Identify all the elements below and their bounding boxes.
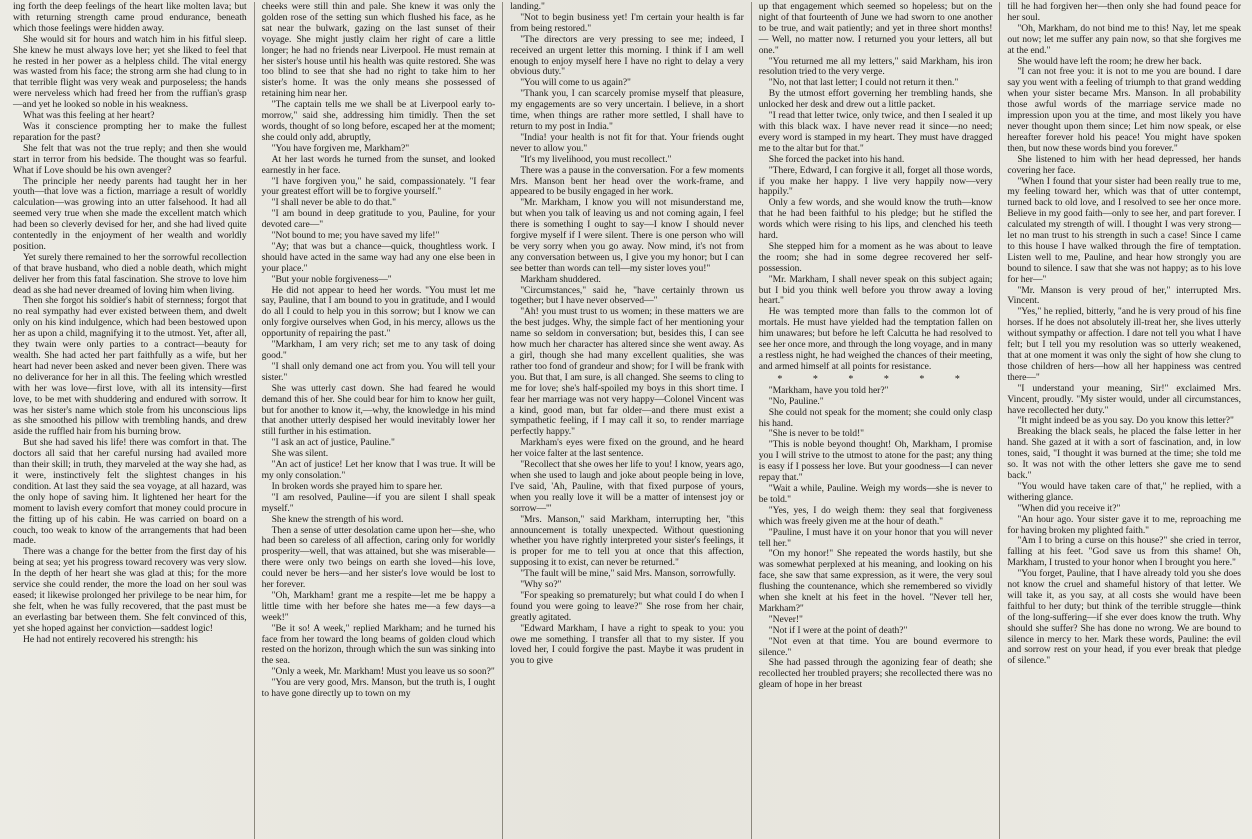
paragraph: "Only a week, Mr. Markham! Must you leave us so soon?" (271, 666, 495, 678)
paragraph: "Yes," he replied, bitterly, "and he is very proud of his fine horses. If he does not absolutely ill-treat her, she lives utterly without sympathy or affection. I dare not tell you what I have felt; but I tell you my resolution was so utterly weakened, that at one moment it was only the sight of how she clung to those children of hers—how all her happiness was centred there—" (1007, 306, 1241, 383)
paragraph: But she had saved his life! there was comfort in that. The doctors all said that her careful nursing had availed more than their skill; in truth, they marveled at the way she had, as it were, instinctively felt the slightest changes in his condition. At last they said the sea voyage, at all hazard, was the only hope of saving him. It lightened her heart for the moment to lavish every comfort that money could procure in the fitting up of his cabin. He was carried on board on a couch, too weak to know of the arrangements that had been made. (13, 437, 247, 547)
paragraph: "I shall only demand one act from you. You will tell your sister." (261, 360, 496, 383)
paragraph: "Not bound to me; you have saved my life!" (271, 230, 440, 242)
paragraph: "Never!" (768, 613, 803, 625)
paragraph: "The captain tells me we shall be at Liverpool early to-morrow," said she, addressing him timidly. Then the set words, thought of so long before, escaped her at the moment; she could only add, abruptly, (261, 99, 496, 143)
paragraph: "Ay; that was but a chance—quick, thoughtless work. I should have acted in the same way had any one else been in your place." (261, 240, 496, 274)
paragraph: He did not appear to heed her words. "You must let me say, Pauline, that I am bound to you in gratitude, and I would do all I could to help you in this sorrow; but I know we can only forgive ourselves when God, in his mercy, allows us the opportunity of repairing the past." (261, 284, 496, 340)
paragraph: "Not even at that time. You are bound evermore to silence." (758, 635, 993, 658)
paragraph: "You would have taken care of that," he replied, with a withering glance. (1007, 480, 1241, 503)
paragraph: "It's my livelihood, you must recollect." (520, 153, 672, 165)
paragraph: "I shall never be able to do that." (271, 197, 396, 209)
paragraph: "You will come to us again?" (520, 77, 631, 89)
paragraph: Only a few words, and she would know the truth—know that he had been faithful to his pledge; but he stifled the words which were rising to his lips, and clenched his teeth hard. (758, 197, 993, 242)
paragraph: In broken words she prayed him to spare her. (271, 480, 443, 492)
paragraph: "You have forgiven me, Markham?" (271, 142, 410, 154)
paragraph: "Mr. Markham, I shall never speak on this subject again; but I bid you think well before you throw away a loving heart." (758, 273, 993, 307)
paragraph: "Am I to bring a curse on this house?" she cried in terror, falling at his feet. "God save us from this shame! Oh, Markham, I trusted to your honor when I brought you here." (1007, 535, 1241, 569)
paragraph: "Oh, Markham, do not bind me to this! Nay, let me speak out now; let me suffer any pain now, so that she forgives me at the end." (1007, 22, 1241, 56)
section-break: * * * * * * (777, 373, 974, 385)
paragraph: "Pauline, I must have it on your honor that you will never tell her." (758, 526, 993, 549)
paragraph: "You are very good, Mrs. Manson, but the truth is, I ought to have gone directly up to town on my (261, 677, 496, 700)
paragraph: By the utmost effort governing her trembling hands, she unlocked her desk and drew out a little packet. (758, 88, 993, 111)
paragraph: She could not speak for the moment; she could only clasp his hand. (758, 406, 993, 429)
paragraph: "I read that letter twice, only twice, and then I sealed it up with this black wax. I have never read it since—no need; every word is stamped in my heart. They must have dragged me to the altar but for that." (758, 110, 993, 154)
paragraph: "Circumstances," said he, "have certainly thrown us together; but I have never observed—" (510, 284, 744, 307)
paragraph: What was this feeling at her heart? (23, 110, 155, 122)
paragraph: "Wait a while, Pauline. Weigh my words—she is never to be told." (758, 482, 993, 505)
paragraph: "Thank you, I can scarcely promise myself that pleasure, my engagements are so very uncertain. I believe, in a short time, when things are rather more settled, I shall have to return to my post in India." (510, 88, 744, 132)
paragraph: She was utterly cast down. She had feared he would demand this of her. She could bear for him to know her guilt, but for another to know it,—why, the knowledge in his mind that another utterly despised her would inevitably lower her still further in his estimation. (261, 382, 496, 438)
paragraph: "Markham, I am very rich; set me to any task of doing good." (261, 339, 496, 361)
paragraph: "Not to begin business yet! I'm certain your health is far from being restored." (510, 11, 744, 34)
paragraph: "You returned me all my letters," said Markham, his iron resolution tried to the very verge. (758, 55, 993, 78)
paragraph: "Be it so! A week," replied Markham; and he turned his face from her toward the long beams of golden cloud which rested on the horizon, through which the sun was sinking into the sea. (261, 622, 496, 667)
paragraph: cheeks were still thin and pale. She knew it was only the golden rose of the setting sun which flushed his face, as he sat near the bulwark, gazing on the last sunset of their voyage. She might justly claim her right of care a little longer; he had no friends near Liverpool. He must remain at her sister's house until his health was quite restored. She was too blind to see that she had no right to take him to her sister's home. It was the only means she possessed of retaining him near her. (261, 2, 496, 100)
paragraph: "Yes, yes, I do weigh them: they seal that forgiveness which was freely given me at the hour of death." (758, 504, 993, 527)
paragraph: "On my honor!" She repeated the words hastily, but she was somewhat perplexed at his meaning, and looking on his face, she saw that same expression, as it were, the very soul flushing the countenance, which she remembered so vividly when she knelt at his feet in the hovel. "Never tell her, Markham?" (758, 548, 993, 614)
paragraph: "Mr. Manson is very proud of her," interrupted Mrs. Vincent. (1007, 284, 1241, 307)
paragraph: She forced the packet into his hand. (768, 153, 905, 165)
paragraph: Breaking the black seals, he placed the false letter in her hand. She gazed at it with a sort of fascination, and, in low tones, said, "I thought it was burned at the time; she told me so. It was not with the other letters she gave me to send back." (1007, 426, 1241, 481)
paragraph: "India! your health is not fit for that. Your friends ought never to allow you." (510, 131, 744, 154)
text-column-2 (255, 2, 504, 839)
paragraph: "I am bound in deep gratitude to you, Pauline, for your devoted care—" (261, 208, 496, 231)
paragraph: "There, Edward, I can forgive it all, forget all those words, if you make her happy. I live very happily now—very happily." (758, 164, 993, 198)
paragraph: She knew the strength of his word. (271, 513, 404, 525)
paragraph: "Edward Markham, I have a right to speak to you: you owe me something. I transfer all that to my sister. If you loved her, I could forgive the past. Maybe it was prudent in you to give (510, 622, 744, 667)
paragraph: Markham shuddered. (520, 273, 601, 285)
paragraph: The principle her needy parents had taught her in her youth—that love was a fiction, marriage a result of worldly calculation—was growing into an utter falsehood. It had all seemed very true when she made the excellent match which had been so cleverly devised for her, and she had lived quite contentedly in the enjoyment of her wealth and worldly position. (13, 175, 247, 252)
paragraph: She felt that was not the true reply; and then she would start in terror from his bedside. The thought was so fearful. What if Love should be his own avenger? (13, 142, 247, 176)
paragraph: She stepped him for a moment as he was about to leave the room; she had in some degree recovered her self-possession. (758, 240, 993, 274)
paragraph: At her last words he turned from the sunset, and looked earnestly in her face. (261, 153, 496, 176)
paragraph: She listened to him with her head depressed, her hands covering her face. (1007, 153, 1241, 176)
paragraph: She had passed through the agonizing fear of death; she recollected her troubled prayers; she recollected there was no gleam of hope in her breast (758, 657, 993, 691)
paragraph: till he had forgiven her—then only she had found peace for her soul. (1007, 2, 1241, 23)
paragraph: "Recollect that she owes her life to you! I know, years ago, when she used to laugh and joke about people being in love, I've said, 'Ah, Pauline, with that fixed purpose of yours, when you really love it will be a matter of intensest joy or sorrow—'" (510, 459, 744, 514)
paragraph: landing." (510, 2, 545, 12)
paragraph: Then a sense of utter desolation came upon her—she, who had been so careless of all affection, caring only for worldly prosperity—well, that was attained, but she was miserable—there were only two beings on earth she loved—his love, could never be hers—and her sister's love would be lost to her forever. (261, 524, 496, 591)
paragraph: "The fault will be mine," said Mrs. Manson, sorrowfully. (520, 568, 736, 580)
paragraph: "No, Pauline." (768, 395, 824, 407)
text-column-1 (6, 2, 255, 839)
paragraph: "When I found that your sister had been really true to me, my feeling toward her, which was that of utter contempt, turned back to old love, and I resolved to see her once more. Believe in my good faith—only to see her, and part forever. I calculated my strength of will. I thought I was very strong—let no man trust to his strength in such a case! Since I came to this house I have walked through the fire of temptation. Listen well to me, Pauline, and hear how strongly you are bound to silence. I saw that she was not happy; as to his love for her—" (1007, 175, 1241, 285)
paragraph: "Why so?" (520, 579, 562, 591)
paragraph: "But your noble forgiveness—" (271, 273, 392, 285)
paragraph: She would sit for hours and watch him in his fitful sleep. She knew he must always love her; yet she liked to feel that he rested in her power as a helpless child. The vital energy was wasted from his face; the strong arm she had clung to in that terrible flight was very weak and purposeless; the hands were nerveless which had freed her from the ruffian's grasp—and yet he looked so noble in his weakness. (13, 33, 247, 111)
paragraph: "Ah! you must trust to us women; in these matters we are the best judges. Why, the simple fact of her mentioning your name so seldom in conversation; but, besides this, I can see how much her character has altered since she went away. As a girl, though she had many excellent qualities, she was rather too fond of grandeur and show; for I will be frank with you. But that, I am sure, is all changed. She seems to cling to me for love; she's half-spoiled my boys in this short time. I fear her marriage was not very happy—Colonel Vincent was a kind, good man, but far older—and there must exist a sympathetic feeling, if I may call it so, to render marriage perfectly happy." (510, 306, 744, 438)
paragraph: "No, not that last letter; I could not return it then." (768, 77, 959, 89)
paragraph: "She is never to be told!" (768, 428, 865, 440)
paragraph: "You forget, Pauline, that I have already told you she does not know the cruel and shameful history of that letter. We will take it, as you say, at all costs she would have been faithful to her duty; but think of the terrible struggle—think of the long-suffering—if she ever does know the truth. Why should she suffer? She has done no wrong. We are bound to silence in mercy to her. Mark these words, Pauline: the evil and sorrow rest on your head, if you ever break that pledge of silence." (1007, 568, 1241, 667)
paragraph: "Oh, Markham! grant me a respite—let me be happy a little time with her before she hates me—a few days—a week!" (261, 589, 496, 623)
paragraph: "This is noble beyond thought! Oh, Markham, I promise you I will strive to the utmost to atone for the past; any thing is easy if I possess her love. But your goodness—I can never repay that." (758, 439, 993, 484)
paragraph: "I am resolved, Pauline—if you are silent I shall speak myself." (261, 491, 496, 514)
paragraph: "An hour ago. Your sister gave it to me, reproaching me for having broken my plighted faith." (1007, 513, 1241, 536)
paragraph: "I ask an act of justice, Pauline." (271, 437, 395, 449)
paragraph: Was it conscience prompting her to make the fullest reparation for the past? (13, 120, 247, 143)
paragraph: She would have left the room; he drew her back. (1017, 55, 1202, 67)
paragraph: up that engagement which seemed so hopeless; but on the night of that fourteenth of June we had sworn to one another to be true, and wait patiently; and yet in three short months!— Well, no matter now. I returned you your letters, all but one." (758, 2, 993, 56)
paragraph: He was tempted more than falls to the common lot of mortals. He must have yielded had the temptation fallen on him unawares; but before he left Calcutta he had resolved to see her once more, and through the long voyage, and in many a restless night, he had weighed the chances of their meeting, and armed himself at all points for resistance. (758, 306, 993, 372)
paragraph: ing forth the deep feelings of the heart like molten lava; but with returning strength came proud endurance, beneath which those feelings were hidden away. (13, 2, 247, 34)
paragraph: "An act of justice! Let her know that I was true. It will be my only consolation." (261, 459, 496, 481)
paragraph: "I can not free you: it is not to me you are bound. I dare say you went with a feeling of triumph to that grand wedding when your sister became Mrs. Manson. In all probability those awful words of the marriage service made no impression upon you at the time, and most likely you have never thought upon them since; Let him now speak, or else hereafter forever hold his peace! You might have spoken then, but now these words bind you forever." (1007, 66, 1241, 154)
paragraph: "I understand your meaning, Sir!" exclaimed Mrs. Vincent, proudly. "My sister would, under all circumstances, have recollected her duty." (1007, 382, 1241, 416)
paragraph: "The directors are very pressing to see me; indeed, I received an urgent letter this morning. I think if I am well enough to enjoy myself here I have no right to delay a very obvious duty." (510, 33, 744, 78)
paragraph: "For speaking so prematurely; but what could I do when I found you were going to leave?" She rose from her chair, greatly agitated. (510, 589, 744, 623)
paragraph: Markham's eyes were fixed on the ground, and he heard her voice falter at the last sentence. (510, 437, 744, 460)
paragraph: He had not entirely recovered his strength: his (23, 633, 198, 645)
text-column-4 (752, 2, 1001, 839)
paragraph: Yet surely there remained to her the sorrowful recollection of that brave husband, who died a noble death, which might deliver her from this fatal fascination. She strove to love him dead as she had never dreamed of loving him when living. (13, 251, 247, 296)
paragraph: She was silent. (271, 448, 329, 460)
paragraph: Then she forgot his soldier's habit of sternness; forgot that no real sympathy had ever existed between them, and dwelt only on his kind indulgence, which had been bestowed upon her as upon a child, magnifying it to the utmost. Yet, after all, they twain were only parties to a contract—beauty for wealth. She had acted her part faithfully as a wife, but her heart had never been asked and never been given. There was no deliverance for her in all this. The feeling which wrestled with her was love—first love, with all its intensity—first love, to be met with shuddering and endured with sorrow. It was her sister's name which stole from his unconscious lips as she smoothed his pillow with trembling hands, and drew aside the ruffled hair from his burning brow. (13, 295, 247, 438)
paragraph: "It might indeed be as you say. Do you know this letter?" (1017, 415, 1234, 427)
paragraph: "I have forgiven you," he said, compassionately. "I fear your greatest effort will be to forgive yourself." (261, 175, 496, 198)
text-column-5 (1000, 2, 1248, 839)
paragraph: "When did you receive it?" (1017, 502, 1121, 514)
paragraph: "Markham, have you told her?" (768, 384, 889, 396)
paragraph: "Not if I were at the point of death?" (768, 624, 908, 636)
paragraph: "Mr. Markham, I know you will not misunderstand me, but when you talk of leaving us and not coming again, I feel there is something I ought to say—I know I should never forgive myself if I were silent. There is one person who will be very sorry when you go away. Now mind, it's not from any conversation between us, I give you my honor; but I can see better than words can tell—my sister loves you!" (510, 197, 744, 274)
paragraph: There was a pause in the conversation. For a few moments Mrs. Manson bent her head over the work-frame, and appeared to be busily engaged in her work. (510, 164, 744, 198)
paragraph: There was a change for the better from the first day of his being at sea; yet his progress toward recovery was very slow. In the depth of her heart she was glad at this; for the more service she could render, the more the load on her soul was eased; it likewise prolonged her privilege to be near him, for she felt, when he was fully recovered, that the past must be an everlasting bar between them. She felt convinced of this, yet she hoped against her conviction—saddest logic! (13, 546, 247, 634)
text-column-3 (503, 2, 752, 839)
paragraph: "Mrs. Manson," said Markham, interrupting her, "this announcement is totally unexpected. Without questioning whether you have rightly interpreted your sister's feelings, it is proper for me to tell you at once that this affection, supposing it to exist, can never be returned." (510, 513, 744, 569)
